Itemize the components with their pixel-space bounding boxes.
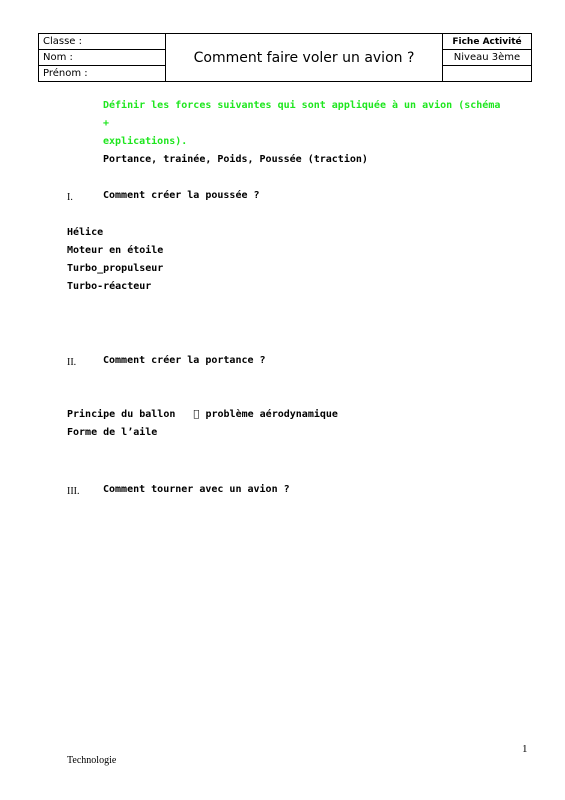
niveau-label: Niveau 3ème xyxy=(443,50,532,66)
list-item: Hélice xyxy=(67,227,104,238)
list-item: Turbo_propulseur xyxy=(67,263,164,274)
classe-field[interactable]: Classe : xyxy=(39,34,166,50)
nom-field[interactable]: Nom : xyxy=(39,50,166,66)
list-item: Moteur en étoile xyxy=(67,245,164,256)
section-1-list xyxy=(67,224,163,296)
section-2-title: Comment créer la portance ? xyxy=(103,355,266,366)
page-number: 1 xyxy=(522,743,528,755)
empty-cell xyxy=(443,66,532,82)
instructions xyxy=(103,97,503,169)
page-title: Comment faire voler un avion ? xyxy=(166,34,443,82)
footer-subject: Technologie xyxy=(67,755,117,766)
instruction-line-2: explications). xyxy=(103,136,188,147)
section-3-title: Comment tourner avec un avion ? xyxy=(103,484,290,495)
section-2-numeral: II. xyxy=(67,357,77,368)
prenom-field[interactable]: Prénom : xyxy=(39,66,166,82)
fiche-label: Fiche Activité xyxy=(443,34,532,50)
list-item: Turbo-réacteur xyxy=(67,281,152,292)
list-item: Forme de l’aile xyxy=(67,427,158,438)
instruction-line-1: Définir les forces suivantes qui sont appliquée à un avion (schéma + xyxy=(103,100,501,129)
header-table xyxy=(38,33,532,82)
section-1-title: Comment créer la poussée ? xyxy=(103,190,260,201)
section-1-numeral: I. xyxy=(67,192,73,203)
section-3-numeral: III. xyxy=(67,486,80,497)
section-2-list xyxy=(67,406,338,442)
list-item: Principe du ballon   problème aérodynamique xyxy=(67,409,338,420)
forces-list: Portance, trainée, Poids, Poussée (traction) xyxy=(103,154,368,165)
